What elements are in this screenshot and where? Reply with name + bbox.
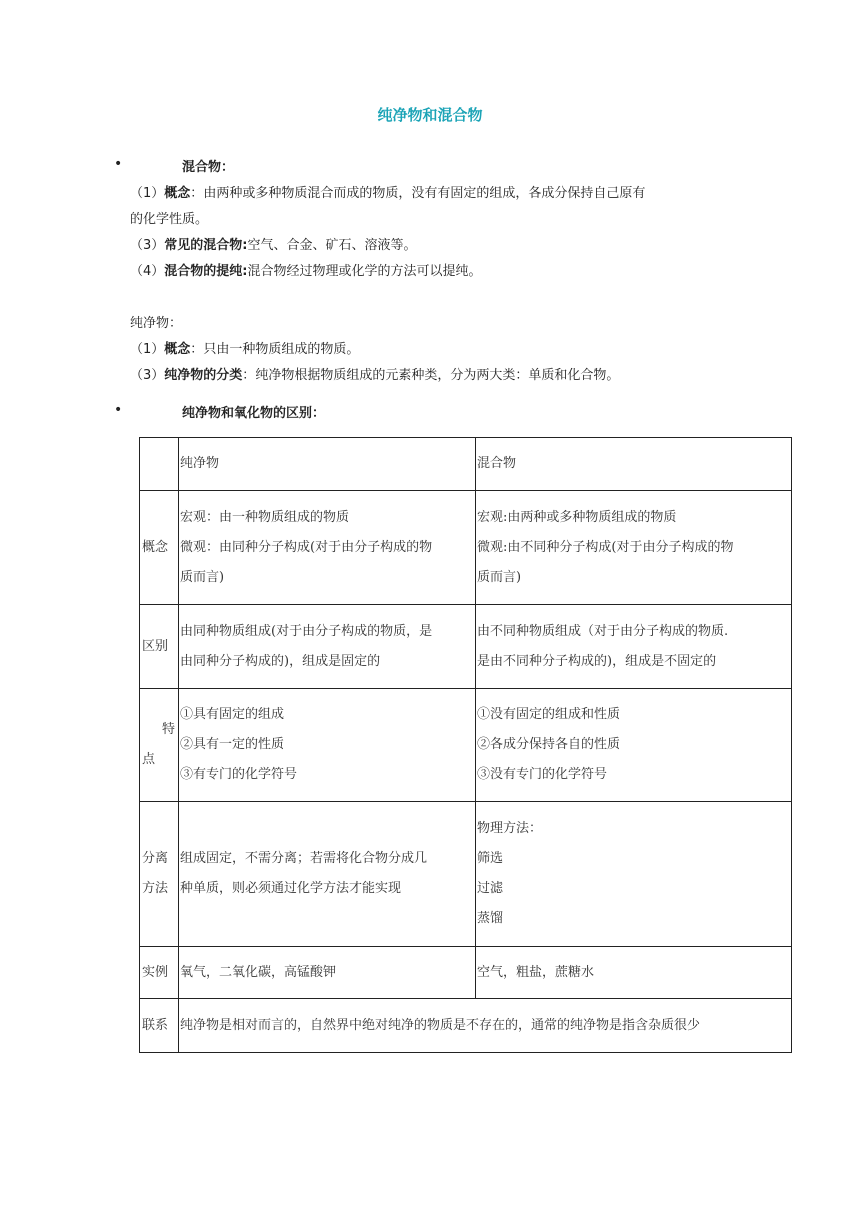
cell-line: 微观:由不同种分子构成(对于由分子构成的物	[477, 539, 734, 555]
mixture-concept-continuation	[130, 208, 208, 227]
cell-pure	[179, 802, 476, 947]
cell-mixed	[476, 689, 792, 802]
cell-line: 宏观:由两种或多种物质组成的物质	[477, 509, 677, 525]
pure-classify-line	[130, 364, 619, 383]
row-label: 联系	[140, 999, 179, 1053]
line-number: （4）	[130, 264, 165, 279]
line-sep: ：	[190, 342, 204, 357]
cell-line: ①具有固定的组成	[180, 707, 285, 722]
cell-mixed	[476, 491, 792, 605]
line-label: 概念	[164, 342, 191, 357]
heading-mixture: 混合物：	[182, 160, 235, 175]
cell-line: 筛选	[477, 851, 504, 866]
table-row	[140, 947, 792, 999]
cell-pure	[179, 689, 476, 802]
cell-pure	[179, 605, 476, 689]
heading-difference: 纯净物和氧化物的区别：	[182, 406, 326, 421]
cell-pure	[179, 947, 476, 999]
cell-line: ③没有专门的化学符号	[477, 767, 608, 782]
header-cell-mixed: 混合物	[476, 438, 792, 491]
table-row	[140, 491, 792, 605]
line-text: 纯净物根据物质组成的元素种类，分为两大类：单质和化合物。	[255, 368, 620, 383]
line-text: 混合物经过物理或化学的方法可以提纯。	[247, 264, 482, 279]
pure-concept-line	[130, 338, 359, 357]
bullet-difference: •	[114, 402, 123, 418]
cell-line: 由同种分子构成的)，组成是固定的	[180, 653, 381, 669]
row-label: 分离方法	[140, 802, 179, 947]
row-label: 区别	[140, 605, 179, 689]
header-cell-empty	[140, 438, 179, 491]
cell-mixed	[476, 947, 792, 999]
line-number: （1）	[130, 186, 165, 201]
line-label: 概念	[164, 186, 191, 201]
line-label: 常见的混合物:	[164, 238, 248, 253]
mixture-concept-line	[130, 182, 645, 201]
mixture-common-line	[130, 234, 417, 253]
cell-link: 纯净物是相对而言的，自然界中绝对纯净的物质是不存在的，通常的纯净物是指含杂质很少	[179, 999, 792, 1053]
line-text: 空气、合金、矿石、溶液等。	[247, 238, 417, 253]
cell-line: 物理方法：	[477, 821, 543, 836]
line-sep: ：	[242, 368, 256, 383]
cell-line: 空气，粗盐，蔗糖水	[477, 964, 595, 980]
header-cell-pure: 纯净物	[179, 438, 476, 491]
row-label: 特点	[140, 689, 179, 802]
cell-line: 种单质，则必须通过化学方法才能实现	[180, 881, 402, 896]
heading-pure: 纯净物：	[130, 316, 183, 331]
line-text: 的化学性质。	[130, 212, 209, 227]
line-number: （1）	[130, 342, 165, 357]
table-row	[140, 689, 792, 802]
line-number: （3）	[130, 238, 165, 253]
cell-pure	[179, 491, 476, 605]
cell-line: 氧气，二氧化碳，高锰酸钾	[180, 964, 337, 980]
line-sep: ：	[190, 186, 204, 201]
cell-line: 质而言)	[477, 569, 522, 585]
cell-line: 质而言)	[180, 569, 225, 585]
table-row-link	[140, 999, 792, 1053]
cell-line: 是由不同种分子构成的)，组成是不固定的	[477, 653, 717, 669]
cell-line: 过滤	[477, 881, 504, 896]
cell-line: 组成固定，不需分离；若需将化合物分成几	[180, 851, 428, 866]
cell-line: 宏观：由一种物质组成的物质	[180, 509, 350, 525]
line-number: （3）	[130, 368, 165, 383]
row-label: 实例	[140, 947, 179, 999]
bullet-mixture: •	[114, 156, 123, 172]
page-title: 纯净物和混合物	[377, 106, 483, 124]
cell-mixed	[476, 605, 792, 689]
line-label: 纯净物的分类	[164, 368, 243, 383]
cell-line: 由不同种物质组成（对于由分子构成的物质.	[477, 623, 729, 639]
table-row	[140, 802, 792, 947]
cell-line: 蒸馏	[477, 911, 504, 926]
cell-line: ②具有一定的性质	[180, 737, 285, 752]
cell-line: ①没有固定的组成和性质	[477, 707, 621, 722]
mixture-purify-line	[130, 260, 482, 279]
table-row	[140, 605, 792, 689]
cell-line: ②各成分保持各自的性质	[477, 737, 621, 752]
line-text: 只由一种物质组成的物质。	[203, 342, 360, 357]
line-text: 由两种或多种物质混合而成的物质，没有有固定的组成，各成分保持自己原有	[203, 186, 646, 201]
cell-line: ③有专门的化学符号	[180, 767, 298, 782]
table-header-row	[140, 438, 792, 491]
row-label: 概念	[140, 491, 179, 605]
cell-line: 由同种物质组成(对于由分子构成的物质，是	[180, 623, 433, 639]
line-label: 混合物的提纯:	[164, 264, 248, 279]
cell-line: 微观：由同种分子构成(对于由分子构成的物	[180, 539, 433, 555]
comparison-table	[139, 437, 792, 1053]
cell-mixed	[476, 802, 792, 947]
